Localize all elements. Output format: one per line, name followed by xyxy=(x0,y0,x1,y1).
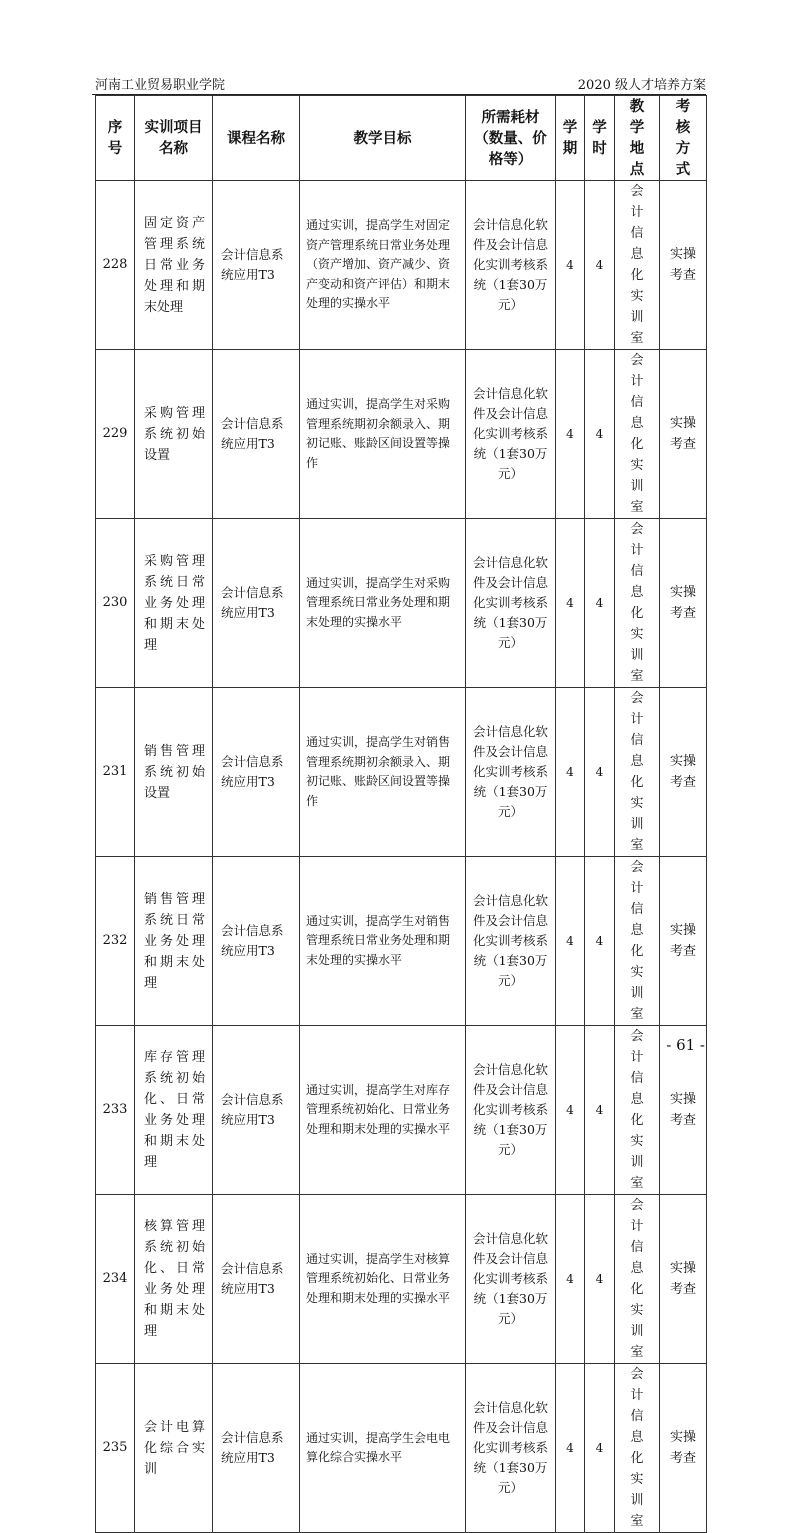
row-materials: 会计信息化软件及会计信息化实训考核系统（1套30万元） xyxy=(466,1195,556,1364)
row-course-name: 会计信息系统应用T3 xyxy=(213,519,300,688)
col-header-exam: 考核方式 xyxy=(660,96,707,181)
row-course-name: 会计信息系统应用T3 xyxy=(213,857,300,1026)
row-materials: 会计信息化软件及会计信息化实训考核系统（1套30万元） xyxy=(466,1364,556,1533)
row-teaching-goal: 通过实训，提高学生对销售管理系统期初余额录入、期初记账、账龄区间设置等操作 xyxy=(300,688,466,857)
row-location: 会计信息化实训室 xyxy=(615,688,660,857)
col-header-materials: 所需耗材（数量、价格等） xyxy=(466,96,556,181)
row-exam-method: 实操考查 xyxy=(660,350,707,519)
table-row xyxy=(96,350,707,519)
row-course-name: 会计信息系统应用T3 xyxy=(213,1195,300,1364)
row-project-name: 销售管理系统日常业务处理和期末处理 xyxy=(135,857,213,1026)
row-hours: 4 xyxy=(585,1195,615,1364)
row-hours: 4 xyxy=(585,519,615,688)
row-exam-method: 实操考查 xyxy=(660,181,707,350)
row-course-name: 会计信息系统应用T3 xyxy=(213,1026,300,1195)
row-materials: 会计信息化软件及会计信息化实训考核系统（1套30万元） xyxy=(466,688,556,857)
row-project-name: 会计电算化综合实训 xyxy=(135,1364,213,1533)
row-hours: 4 xyxy=(585,350,615,519)
row-exam-method: 实操考查 xyxy=(660,1026,707,1195)
header-school-name: 河南工业贸易职业学院 xyxy=(95,78,226,93)
table-row xyxy=(96,688,707,857)
row-project-name: 库存管理系统初始化、日常业务处理和期末处理 xyxy=(135,1026,213,1195)
row-location: 会计信息化实训室 xyxy=(615,519,660,688)
table-row xyxy=(96,181,707,350)
col-header-semester: 学期 xyxy=(556,96,585,181)
table-row xyxy=(96,1364,707,1533)
row-course-name: 会计信息系统应用T3 xyxy=(213,181,300,350)
row-hours: 4 xyxy=(585,181,615,350)
row-project-name: 核算管理系统初始化、日常业务处理和期末处理 xyxy=(135,1195,213,1364)
row-exam-method: 实操考查 xyxy=(660,857,707,1026)
col-header-hours: 学时 xyxy=(585,96,615,181)
row-course-name: 会计信息系统应用T3 xyxy=(213,688,300,857)
row-project-name: 采购管理系统日常业务处理和期末处理 xyxy=(135,519,213,688)
col-header-location: 教学地点 xyxy=(615,96,660,181)
row-exam-method: 实操考查 xyxy=(660,1195,707,1364)
row-semester: 4 xyxy=(556,181,585,350)
col-header-course: 课程名称 xyxy=(213,96,300,181)
row-hours: 4 xyxy=(585,688,615,857)
row-semester: 4 xyxy=(556,857,585,1026)
row-semester: 4 xyxy=(556,1364,585,1533)
row-seq: 231 xyxy=(96,688,135,857)
row-location: 会计信息化实训室 xyxy=(615,1364,660,1533)
row-location: 会计信息化实训室 xyxy=(615,350,660,519)
row-teaching-goal: 通过实训，提高学生对核算管理系统初始化、日常业务处理和期末处理的实操水平 xyxy=(300,1195,466,1364)
row-location: 会计信息化实训室 xyxy=(615,181,660,350)
row-course-name: 会计信息系统应用T3 xyxy=(213,350,300,519)
table-header-row xyxy=(96,96,707,181)
table-row xyxy=(96,1195,707,1364)
row-semester: 4 xyxy=(556,1026,585,1195)
table-row xyxy=(96,519,707,688)
row-teaching-goal: 通过实训，提高学生对采购管理系统日常业务处理和期末处理的实操水平 xyxy=(300,519,466,688)
table-row xyxy=(96,1026,707,1195)
row-hours: 4 xyxy=(585,1364,615,1533)
col-header-project: 实训项目名称 xyxy=(135,96,213,181)
row-project-name: 采购管理系统初始设置 xyxy=(135,350,213,519)
col-header-goal: 教学目标 xyxy=(300,96,466,181)
row-project-name: 固定资产管理系统日常业务处理和期末处理 xyxy=(135,181,213,350)
row-semester: 4 xyxy=(556,519,585,688)
row-materials: 会计信息化软件及会计信息化实训考核系统（1套30万元） xyxy=(466,519,556,688)
row-materials: 会计信息化软件及会计信息化实训考核系统（1套30万元） xyxy=(466,1026,556,1195)
row-seq: 230 xyxy=(96,519,135,688)
row-location: 会计信息化实训室 xyxy=(615,1026,660,1195)
page-number: - 61 - xyxy=(666,1036,705,1054)
row-location: 会计信息化实训室 xyxy=(615,857,660,1026)
row-project-name: 销售管理系统初始设置 xyxy=(135,688,213,857)
row-semester: 4 xyxy=(556,688,585,857)
row-teaching-goal: 通过实训，提高学生对固定资产管理系统日常业务处理（资产增加、资产减少、资产变动和资产评估）和期末处理的实操水平 xyxy=(300,181,466,350)
row-hours: 4 xyxy=(585,857,615,1026)
table-row xyxy=(96,857,707,1026)
row-exam-method: 实操考查 xyxy=(660,688,707,857)
row-teaching-goal: 通过实训，提高学生对采购管理系统期初余额录入、期初记账、账龄区间设置等操作 xyxy=(300,350,466,519)
row-seq: 234 xyxy=(96,1195,135,1364)
row-semester: 4 xyxy=(556,1195,585,1364)
col-header-seq: 序号 xyxy=(96,96,135,181)
row-teaching-goal: 通过实训，提高学生对库存管理系统初始化、日常业务处理和期末处理的实操水平 xyxy=(300,1026,466,1195)
row-location: 会计信息化实训室 xyxy=(615,1195,660,1364)
row-seq: 228 xyxy=(96,181,135,350)
row-exam-method: 实操考查 xyxy=(660,1364,707,1533)
row-seq: 235 xyxy=(96,1364,135,1533)
row-course-name: 会计信息系统应用T3 xyxy=(213,1364,300,1533)
row-semester: 4 xyxy=(556,350,585,519)
row-materials: 会计信息化软件及会计信息化实训考核系统（1套30万元） xyxy=(466,857,556,1026)
row-teaching-goal: 通过实训，提高学生对销售管理系统日常业务处理和期末处理的实操水平 xyxy=(300,857,466,1026)
row-seq: 232 xyxy=(96,857,135,1026)
row-exam-method: 实操考查 xyxy=(660,519,707,688)
row-materials: 会计信息化软件及会计信息化实训考核系统（1套30万元） xyxy=(466,350,556,519)
row-seq: 229 xyxy=(96,350,135,519)
row-materials: 会计信息化软件及会计信息化实训考核系统（1套30万元） xyxy=(466,181,556,350)
header-document-title: 2020 级人才培养方案 xyxy=(577,78,706,93)
row-hours: 4 xyxy=(585,1026,615,1195)
row-seq: 233 xyxy=(96,1026,135,1195)
row-teaching-goal: 通过实训，提高学生会电电算化综合实操水平 xyxy=(300,1364,466,1533)
training-projects-table xyxy=(95,95,707,1533)
